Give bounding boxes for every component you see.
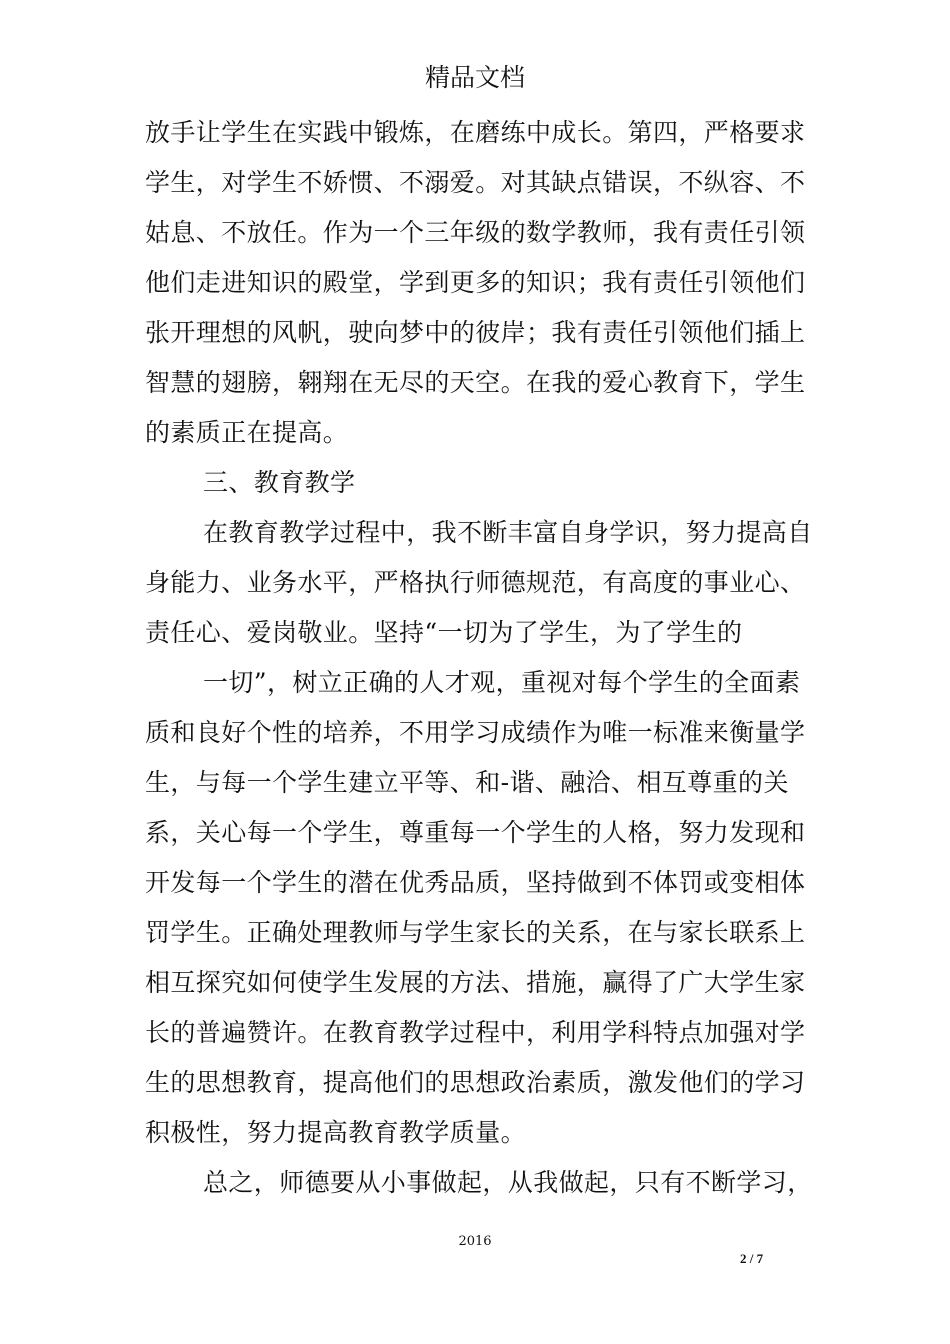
body-line: 张开理想的风帆，驶向梦中的彼岸；我有责任引领他们插上 [145,318,806,347]
body-line: 生，与每一个学生建立平等、和-谐、融洽、相互尊重的关 [145,768,789,797]
body-line: 的素质正在提高。 [145,418,349,447]
body-line: 学生，对学生不娇惯、不溺爱。对其缺点错误，不纵容、不 [145,168,806,197]
page-number: 2 / 7 [740,1251,764,1266]
body-line: 责任心、爱岗敬业。坚持“一切为了学生，为了学生的 [145,618,743,647]
body-line: 放手让学生在实践中锻炼，在磨练中成长。第四，严格要求 [145,118,806,147]
body-line: 在教育教学过程中，我不断丰富自身学识，努力提高自 [203,518,813,547]
body-line: 身能力、业务水平，严格执行师德规范，有高度的事业心、 [145,568,806,597]
body-line: 长的普遍赞许。在教育教学过程中，利用学科特点加强对学 [145,1018,806,1047]
body-line: 相互探究如何使学生发展的方法、措施，赢得了广大学生家 [145,968,806,997]
body-line: 质和良好个性的培养，不用学习成绩作为唯一标准来衡量学 [145,718,806,747]
section-heading: 三、教育教学 [203,468,356,497]
body-line: 总之，师德要从小事做起，从我做起，只有不断学习， [203,1168,813,1197]
body-line: 生的思想教育，提高他们的思想政治素质，激发他们的学习 [145,1068,806,1097]
body-line: 他们走进知识的殿堂，学到更多的知识；我有责任引领他们 [145,268,806,297]
body-line: 积极性，努力提高教育教学质量。 [145,1118,527,1147]
body-line: 智慧的翅膀，翱翔在无尽的天空。在我的爱心教育下，学生 [145,368,806,397]
page-header-title: 精品文档 [424,63,525,92]
document-body [145,108,825,1208]
body-line: 系，关心每一个学生，尊重每一个学生的人格，努力发现和 [145,818,806,847]
body-line: 开发每一个学生的潜在优秀品质，坚持做到不体罚或变相体 [145,868,806,897]
body-line: 一切”，树立正确的人才观，重视对每个学生的全面素 [203,668,801,697]
body-line: 罚学生。正确处理教师与学生家长的关系，在与家长联系上 [145,918,806,947]
footer-year: 2016 [458,1234,492,1249]
body-line: 姑息、不放任。作为一个三年级的数学教师，我有责任引领 [145,218,806,247]
